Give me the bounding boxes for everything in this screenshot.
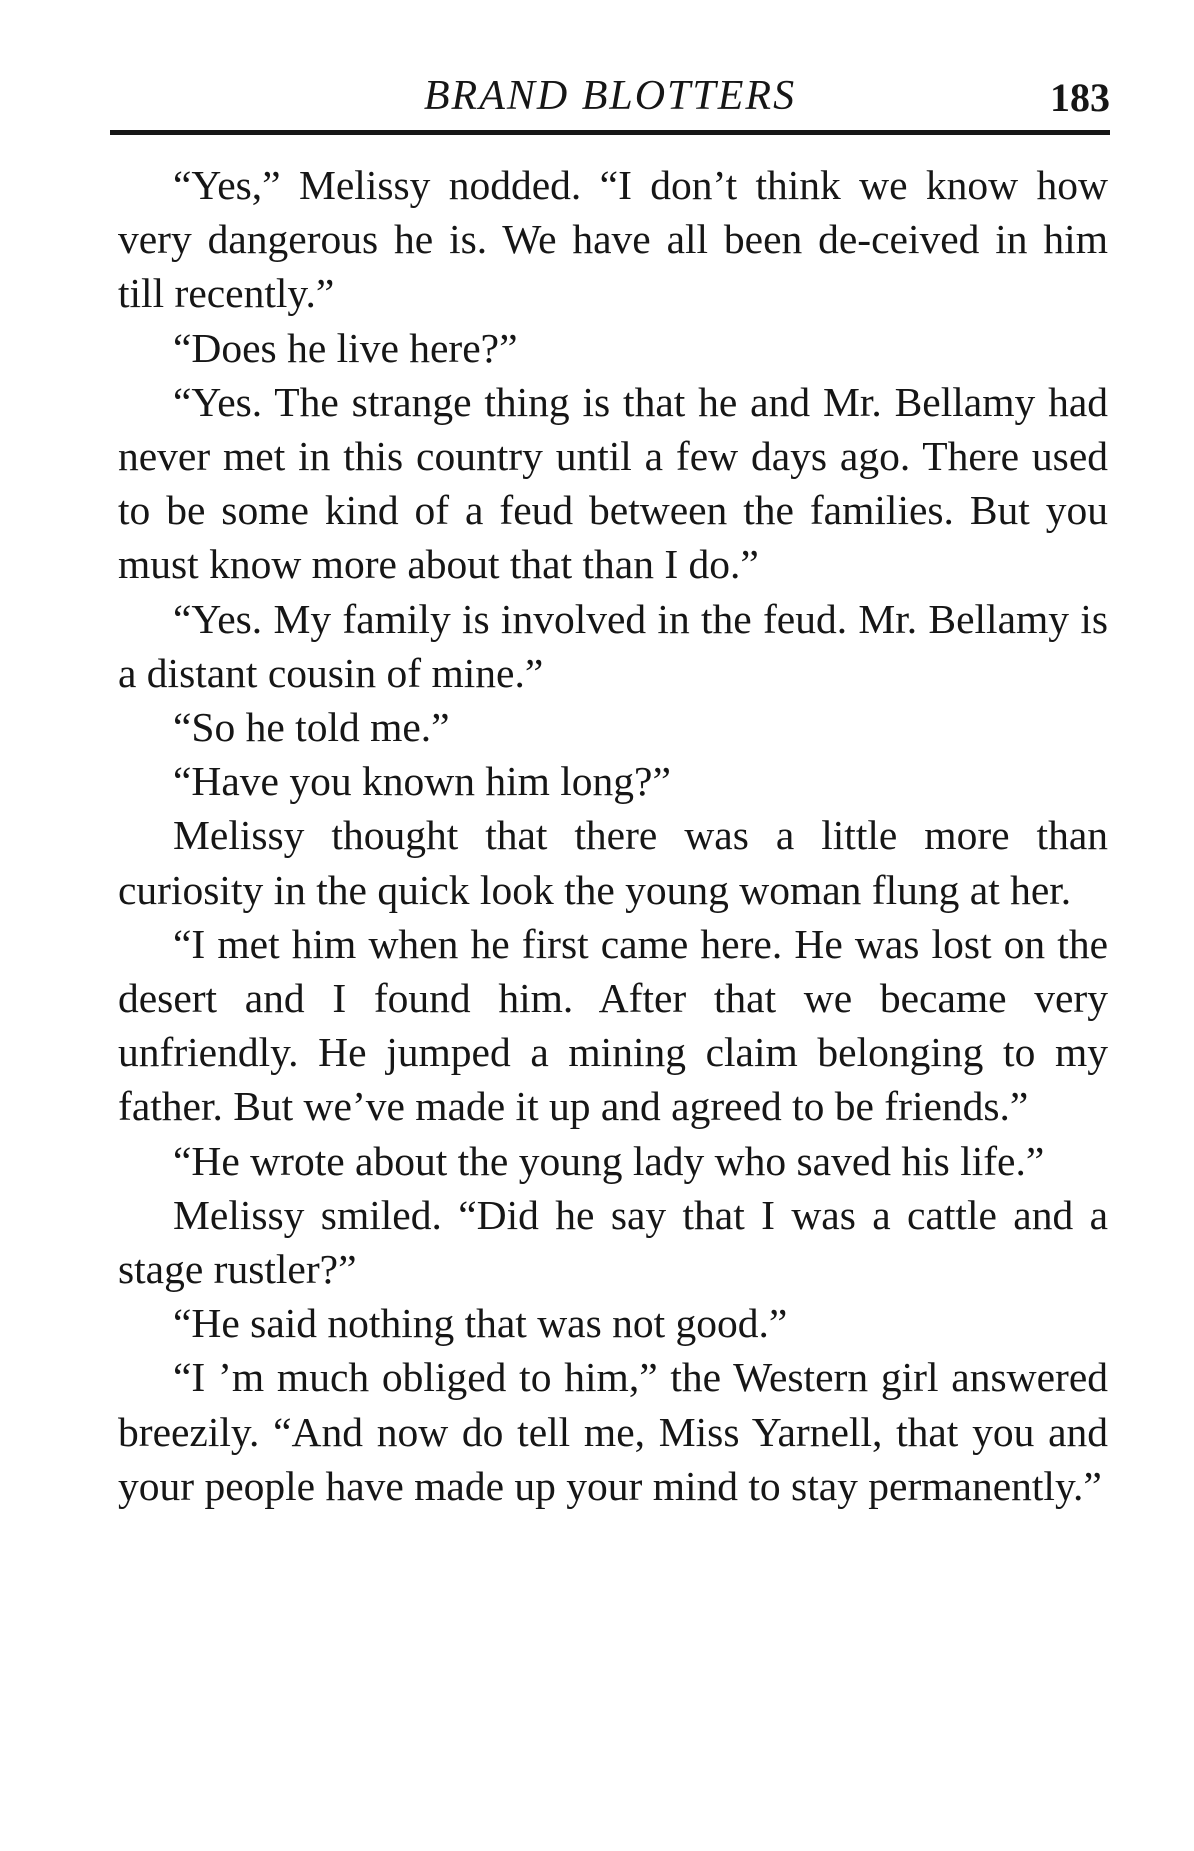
paragraph: Melissy smiled. “Did he say that I was a cattle and a stage rustler?” [118, 1191, 1108, 1293]
paragraph: “Yes. My family is involved in the feud. Mr. Bellamy is a distant cousin of mine.” [118, 595, 1108, 696]
paragraph: “So he told me.” [173, 704, 450, 751]
paragraph: “He said nothing that was not good.” [173, 1300, 788, 1347]
page-number: 183 [1050, 75, 1110, 120]
paragraph: “Yes. The strange thing is that he and Mr. Bellamy had never met in this country until a few days ago. There used to be some kind of a feud between the families. But you must know more about that than I do.” [118, 378, 1108, 588]
paragraph: “Have you known him long?” [173, 758, 671, 805]
paragraph: “He wrote about the young lady who saved his life.” [173, 1137, 1045, 1184]
paragraph: “Does he live here?” [173, 324, 518, 371]
paragraph: “Yes,” Melissy nodded. “I don’t think we know how very dangerous he is. We have all been de-ceived in him till recently.” [118, 162, 1108, 317]
header-rule [110, 130, 1110, 135]
paragraph: “I met him when he first came here. He was lost on the desert and I found him. After that we became very unfriendly. He jumped a mining claim belonging to my father. But we’ve made it up and agreed to be friends.” [118, 920, 1108, 1130]
running-head [110, 66, 1110, 126]
running-title: BRAND BLOTTERS [423, 73, 797, 119]
paragraph: Melissy thought that there was a little more than curiosity in the quick look the young woman flung at her. [118, 812, 1108, 913]
paragraph: “I ’m much obliged to him,” the Western girl answered breezily. “And now do tell me, Miss Yarnell, that you and your people have made up your mind to stay permanently.” [118, 1354, 1108, 1509]
body-text [118, 158, 1108, 1513]
